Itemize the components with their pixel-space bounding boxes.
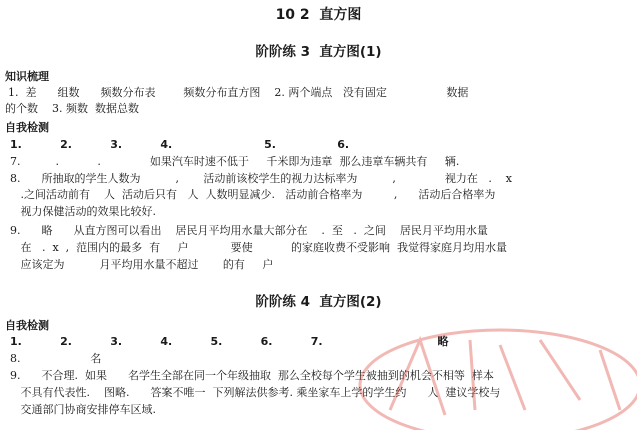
answer-line: 交通部门协商安排停车区域.	[10, 403, 156, 416]
answer-line: 9. 不合理. 如果 名学生全部在同一个年级抽取 那么全校每个学生被抽到的机会不相等 样本	[10, 369, 494, 382]
answer-line: 视力保健活动的效果比较好.	[10, 205, 156, 218]
answer-line: 1. 差 组数 频数分布表 频数分布直方图 2. 两个端点 没有固定 数据	[8, 86, 469, 99]
answer-line: 不具有代表性. 图略. 答案不唯一 下列解法供参考. 乘坐家车上学的学生约 人 建议学校与	[10, 386, 501, 399]
zhishi-heading: 知识梳理	[5, 70, 49, 83]
answer-line: 8. 名	[10, 352, 102, 365]
answer-line: 9. 略 从直方图可以看出 居民月平均用水量大部分在 . 至 . 之间 居民月平均用水量	[10, 224, 488, 237]
answer-line: 的个数 3. 频数 数据总数	[5, 102, 139, 115]
answer-line: .之间活动前有 人 活动后只有 人 人数明显减少. 活动前合格率为 , 活动后合格率为	[10, 188, 496, 201]
watermark-stamp	[350, 300, 637, 430]
page-title: 10 2 直方图	[275, 7, 362, 23]
answer-line: 1. 2. 3. 4. 5. 6. 7. 略	[10, 335, 449, 348]
answer-line: 应该定为 月平均用水量不超过 的有 户	[10, 258, 274, 271]
section-title-3: 阶阶练 3 直方图(1)	[255, 44, 382, 60]
self-check-heading: 自我检测	[5, 121, 49, 134]
answer-line: 8. 所抽取的学生人数为 , 活动前该校学生的视力达标率为 , 视力在 . x	[10, 172, 513, 185]
answer-line: 7. . . 如果汽车时速不低于 千米即为违章 那么违章车辆共有 辆.	[10, 155, 460, 168]
self-check-heading: 自我检测	[5, 319, 49, 332]
answer-line: 1. 2. 3. 4. 5. 6.	[10, 138, 350, 151]
answer-line: 在 . x , 范围内的最多 有 户 要使 的家庭收费不受影响 我觉得家庭月均用水量	[10, 241, 508, 254]
section-title-4: 阶阶练 4 直方图(2)	[255, 294, 382, 310]
